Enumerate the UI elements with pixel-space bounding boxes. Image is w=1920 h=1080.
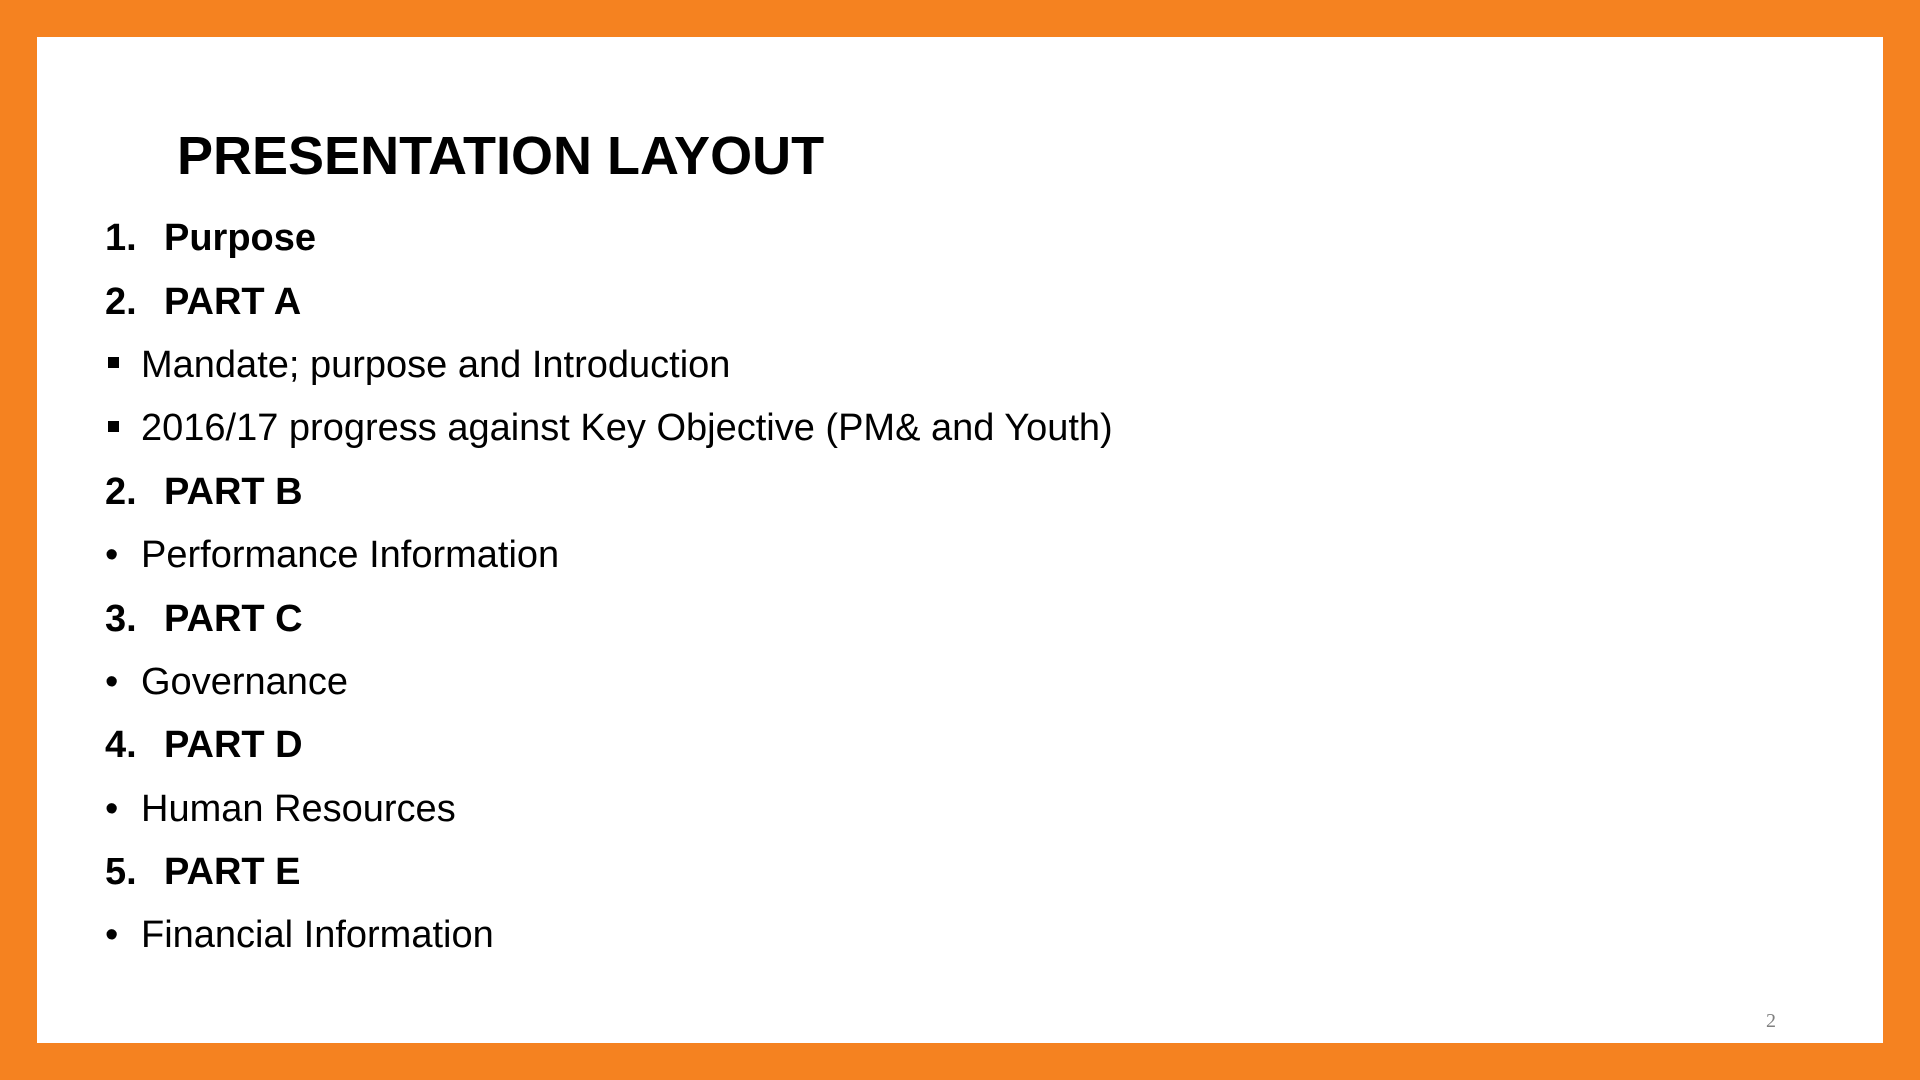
outline-item-label: PART B [164,470,303,513]
outline-list [105,207,1805,968]
outline-item-part-d [105,714,1805,777]
list-number: 3. [105,597,137,640]
list-number: 2. [105,470,137,513]
outline-item-label: PART E [164,851,301,894]
page-number: 2 [1766,1010,1776,1032]
outline-subitem-progress [105,397,1805,460]
bullet-icon: • [105,914,119,957]
slide [37,37,1883,1043]
outline-item-label: PART C [164,597,303,640]
list-number: 4. [105,724,137,767]
outline-subitem-label: Mandate; purpose and Introduction [141,343,731,386]
outline-item-label: PART A [164,280,302,323]
outline-subitem-mandate [105,334,1805,397]
outline-subitem-label: 2016/17 progress against Key Objective (PM& and Youth) [141,407,1113,450]
bullet-icon: • [105,660,119,703]
outline-subitem-label: Human Resources [141,787,456,830]
outline-item-part-c [105,587,1805,650]
bullet-icon: • [105,787,119,830]
outline-subitem-label: Governance [141,660,349,703]
list-number: 2. [105,280,137,323]
outline-item-label: Purpose [164,217,317,260]
bullet-icon: • [105,534,119,577]
list-number: 1. [105,217,137,260]
outline-item-part-b [105,461,1805,524]
outline-subitem-label: Financial Information [141,914,494,957]
slide-title: PRESENTATION LAYOUT [177,126,825,186]
outline-item-part-e [105,841,1805,904]
outline-subitem-label: Performance Information [141,534,560,577]
outline-subitem-performance [105,524,1805,587]
list-number: 5. [105,851,137,894]
outline-item-purpose [105,207,1805,270]
outline-item-label: PART D [164,724,303,767]
outline-item-part-a [105,270,1805,333]
outline-subitem-financial [105,904,1805,967]
outline-subitem-governance [105,651,1805,714]
outline-subitem-human-resources [105,778,1805,841]
